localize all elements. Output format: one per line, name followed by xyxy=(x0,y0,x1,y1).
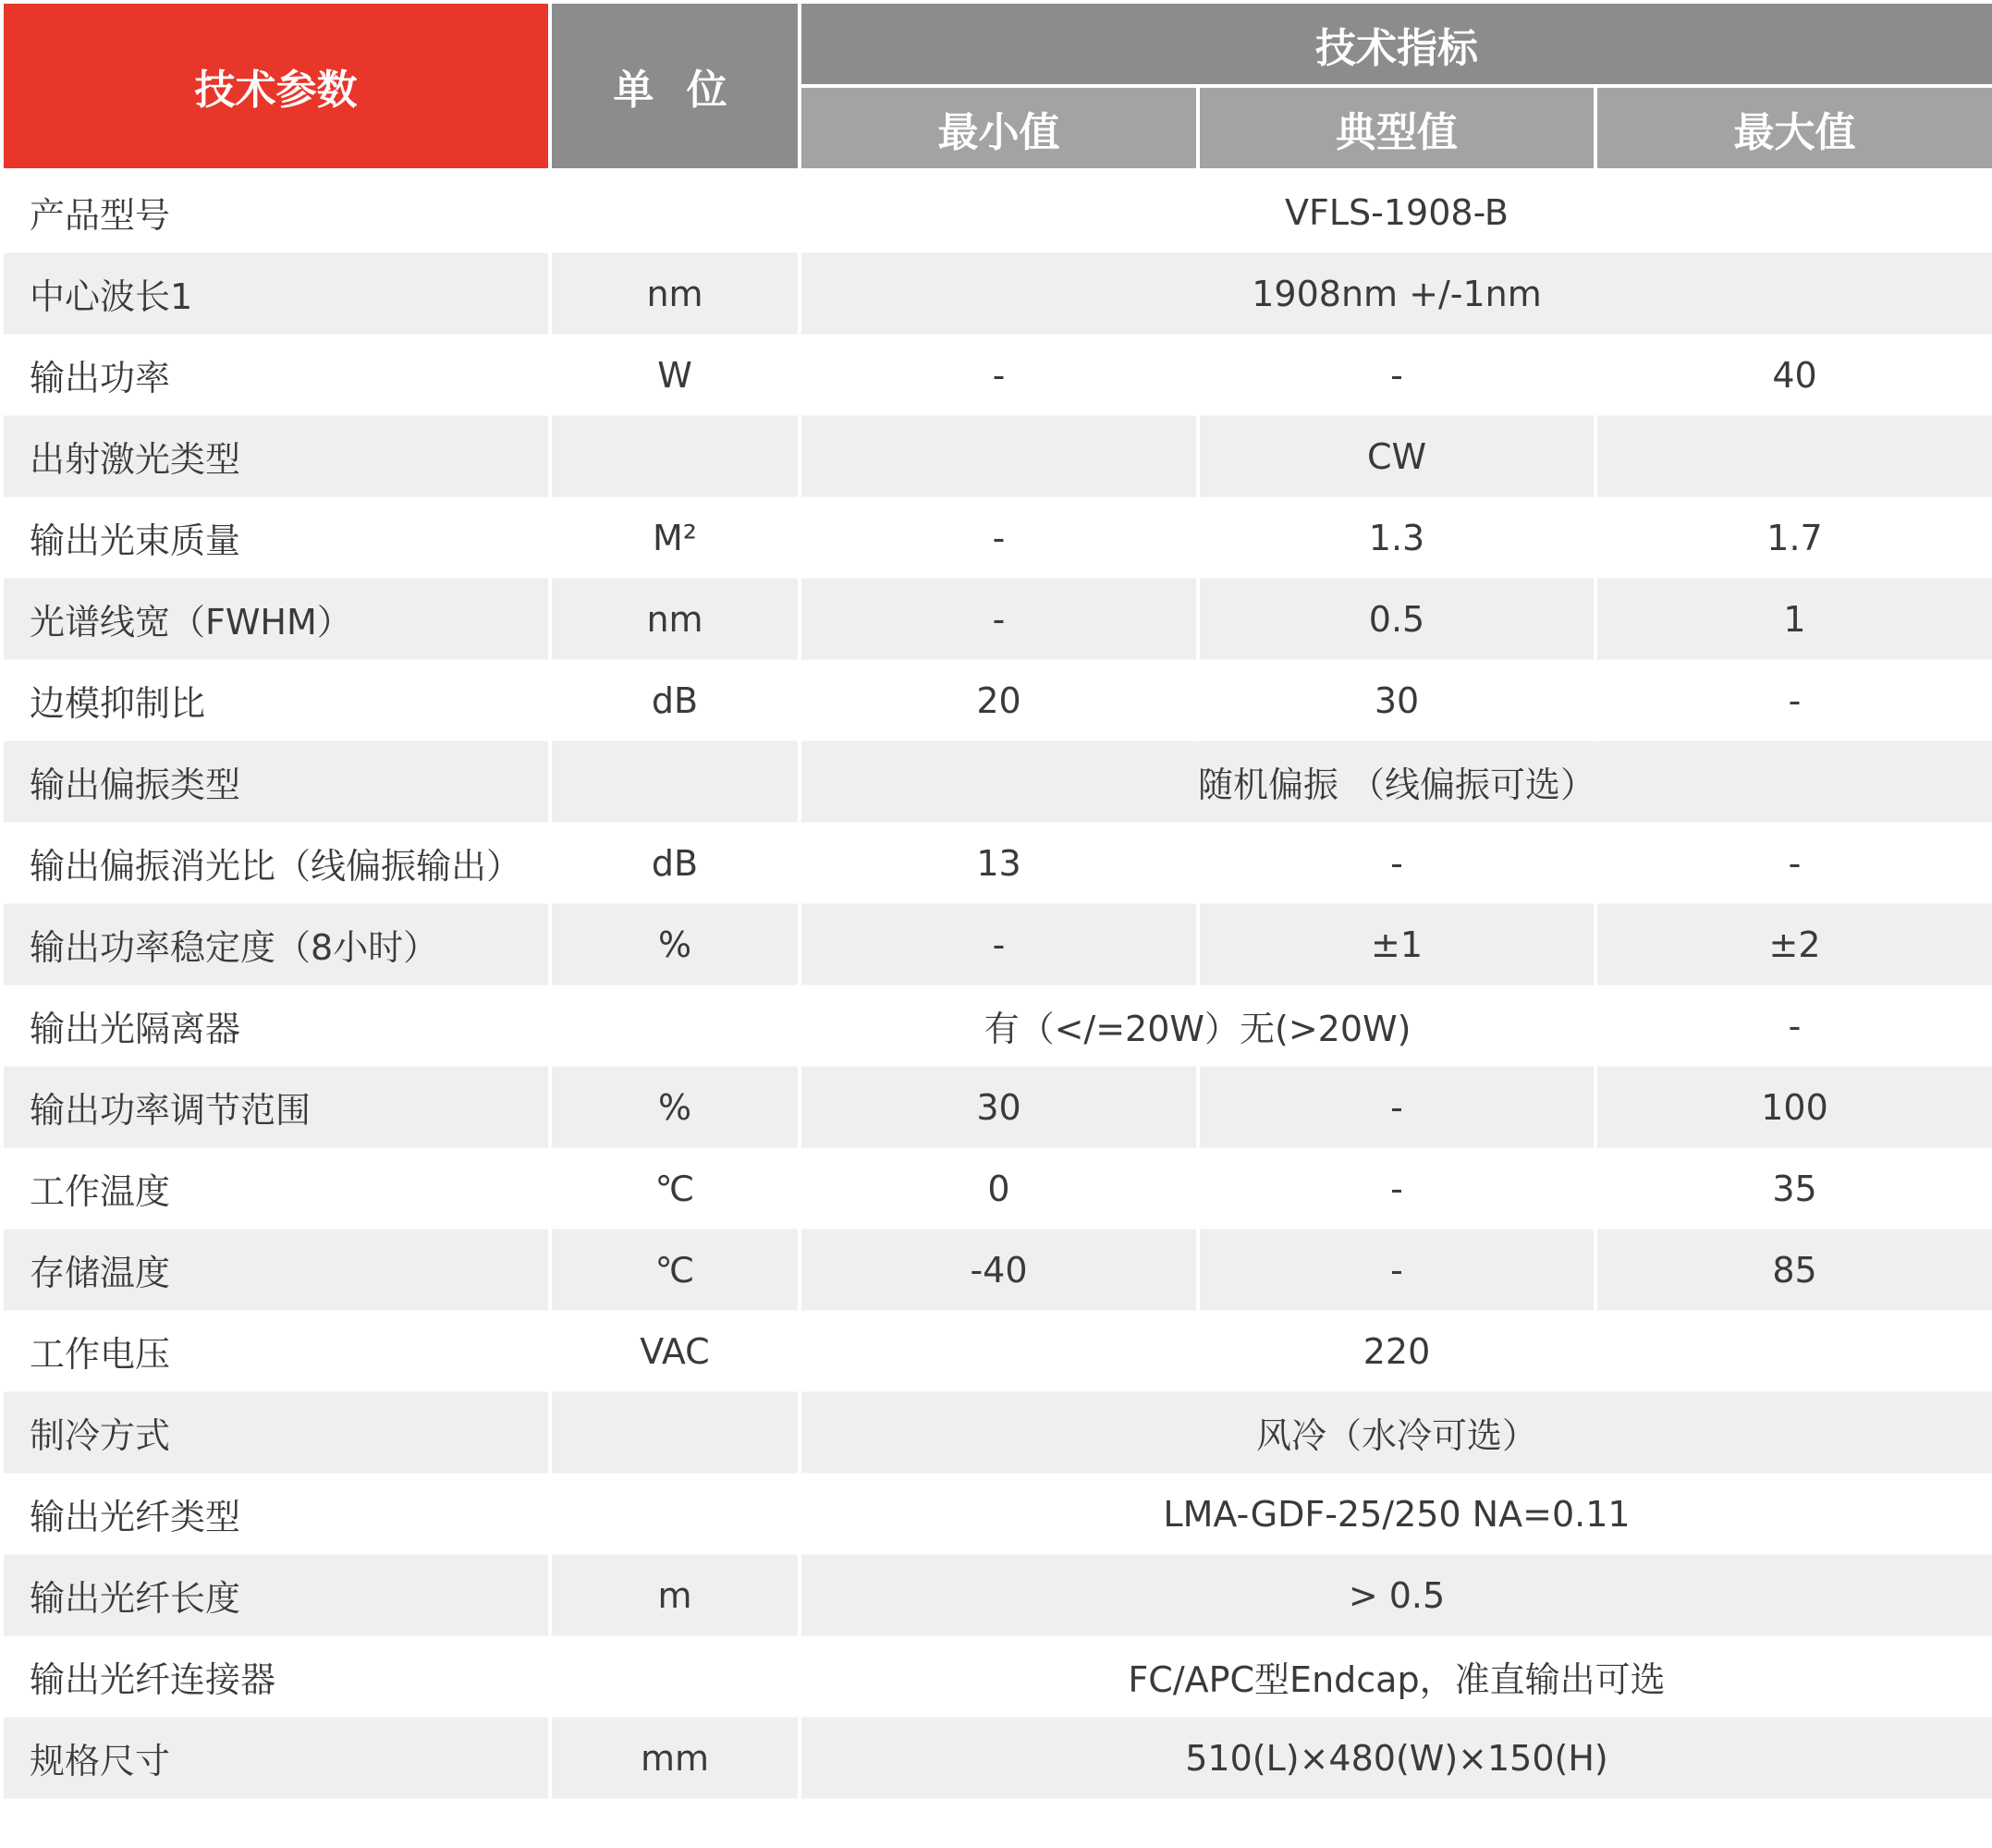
table-row xyxy=(2,823,1992,904)
value-cell: - xyxy=(800,497,1198,579)
param-cell: 存储温度 xyxy=(2,1230,550,1311)
header-max: 最大值 xyxy=(1595,86,1992,170)
param-cell: 光谱线宽（FWHM） xyxy=(2,579,550,660)
table-row xyxy=(2,1311,1992,1392)
table-row xyxy=(2,904,1992,985)
value-cell: - xyxy=(1595,660,1992,741)
table-row xyxy=(2,1718,1992,1799)
param-cell: 输出偏振消光比（线偏振输出） xyxy=(2,823,550,904)
table-row xyxy=(2,416,1992,497)
unit-cell: m xyxy=(550,1555,800,1636)
value-cell: - xyxy=(1595,823,1992,904)
value-cell: - xyxy=(1595,985,1992,1067)
unit-cell: % xyxy=(550,904,800,985)
param-cell: 工作温度 xyxy=(2,1148,550,1230)
value-cell: VFLS-1908-B xyxy=(800,170,1992,253)
value-cell: CW xyxy=(1198,416,1595,497)
value-cell: 40 xyxy=(1595,335,1992,416)
value-cell: 35 xyxy=(1595,1148,1992,1230)
value-cell: 0.5 xyxy=(1198,579,1595,660)
value-cell: ±1 xyxy=(1198,904,1595,985)
value-cell: - xyxy=(800,335,1198,416)
value-cell: - xyxy=(800,579,1198,660)
value-cell: 风冷（水冷可选） xyxy=(800,1392,1992,1474)
unit-cell: ℃ xyxy=(550,1148,800,1230)
value-cell: > 0.5 xyxy=(800,1555,1992,1636)
unit-cell: W xyxy=(550,335,800,416)
table-row xyxy=(2,1555,1992,1636)
value-cell: 85 xyxy=(1595,1230,1992,1311)
param-cell: 制冷方式 xyxy=(2,1392,550,1474)
unit-cell: % xyxy=(550,1067,800,1148)
table-row xyxy=(2,985,1992,1067)
param-cell: 边模抑制比 xyxy=(2,660,550,741)
value-cell xyxy=(1595,416,1992,497)
unit-cell: dB xyxy=(550,660,800,741)
param-cell: 输出光纤类型 xyxy=(2,1474,550,1555)
unit-cell: dB xyxy=(550,823,800,904)
value-cell: - xyxy=(1198,1148,1595,1230)
value-cell xyxy=(800,416,1198,497)
table-row xyxy=(2,497,1992,579)
table-row xyxy=(2,335,1992,416)
unit-cell xyxy=(550,985,800,1067)
unit-cell xyxy=(550,416,800,497)
table-body xyxy=(2,170,1992,1799)
value-cell: LMA-GDF-25/250 NA=0.11 xyxy=(800,1474,1992,1555)
table-row xyxy=(2,253,1992,335)
table-header xyxy=(2,2,1992,170)
unit-cell: nm xyxy=(550,579,800,660)
value-cell: - xyxy=(800,904,1198,985)
value-cell: 30 xyxy=(1198,660,1595,741)
unit-cell xyxy=(550,170,800,253)
value-cell: 随机偏振 （线偏振可选） xyxy=(800,741,1992,823)
param-cell: 工作电压 xyxy=(2,1311,550,1392)
header-typ: 典型值 xyxy=(1198,86,1595,170)
value-cell: 20 xyxy=(800,660,1198,741)
param-cell: 输出光纤连接器 xyxy=(2,1636,550,1718)
value-cell: - xyxy=(1198,335,1595,416)
value-cell: FC/APC型Endcap，准直输出可选 xyxy=(800,1636,1992,1718)
unit-cell: M² xyxy=(550,497,800,579)
value-cell: 1.3 xyxy=(1198,497,1595,579)
value-cell: 510(L)×480(W)×150(H) xyxy=(800,1718,1992,1799)
table-row xyxy=(2,170,1992,253)
table-row xyxy=(2,1067,1992,1148)
value-cell: 1 xyxy=(1595,579,1992,660)
value-cell: 1.7 xyxy=(1595,497,1992,579)
unit-cell: ℃ xyxy=(550,1230,800,1311)
table-row xyxy=(2,1636,1992,1718)
value-cell: 100 xyxy=(1595,1067,1992,1148)
param-cell: 产品型号 xyxy=(2,170,550,253)
table-row xyxy=(2,741,1992,823)
param-cell: 出射激光类型 xyxy=(2,416,550,497)
table-row xyxy=(2,1474,1992,1555)
value-cell: 30 xyxy=(800,1067,1198,1148)
unit-cell: mm xyxy=(550,1718,800,1799)
unit-cell xyxy=(550,1474,800,1555)
param-cell: 规格尺寸 xyxy=(2,1718,550,1799)
param-cell: 输出光隔离器 xyxy=(2,985,550,1067)
table-row xyxy=(2,1230,1992,1311)
header-spec: 技术指标 xyxy=(800,2,1992,86)
param-cell: 输出功率调节范围 xyxy=(2,1067,550,1148)
unit-cell xyxy=(550,1392,800,1474)
table-row xyxy=(2,1148,1992,1230)
unit-cell xyxy=(550,741,800,823)
unit-cell xyxy=(550,1636,800,1718)
value-cell: 1908nm +/-1nm xyxy=(800,253,1992,335)
param-cell: 中心波长1 xyxy=(2,253,550,335)
param-cell: 输出光束质量 xyxy=(2,497,550,579)
value-cell: - xyxy=(1198,1230,1595,1311)
value-cell: -40 xyxy=(800,1230,1198,1311)
header-param: 技术参数 xyxy=(2,2,550,170)
value-cell: - xyxy=(1198,823,1595,904)
unit-cell: VAC xyxy=(550,1311,800,1392)
param-cell: 输出功率 xyxy=(2,335,550,416)
value-cell: 13 xyxy=(800,823,1198,904)
unit-cell: nm xyxy=(550,253,800,335)
param-cell: 输出光纤长度 xyxy=(2,1555,550,1636)
value-cell: - xyxy=(1198,1067,1595,1148)
table-row xyxy=(2,579,1992,660)
param-cell: 输出功率稳定度（8小时） xyxy=(2,904,550,985)
table-row xyxy=(2,660,1992,741)
header-min: 最小值 xyxy=(800,86,1198,170)
value-cell: 有（</=20W）无(>20W) xyxy=(800,985,1595,1067)
value-cell: 0 xyxy=(800,1148,1198,1230)
value-cell: ±2 xyxy=(1595,904,1992,985)
param-cell: 输出偏振类型 xyxy=(2,741,550,823)
value-cell: 220 xyxy=(800,1311,1992,1392)
table-row xyxy=(2,1392,1992,1474)
header-unit: 单 位 xyxy=(550,2,800,170)
